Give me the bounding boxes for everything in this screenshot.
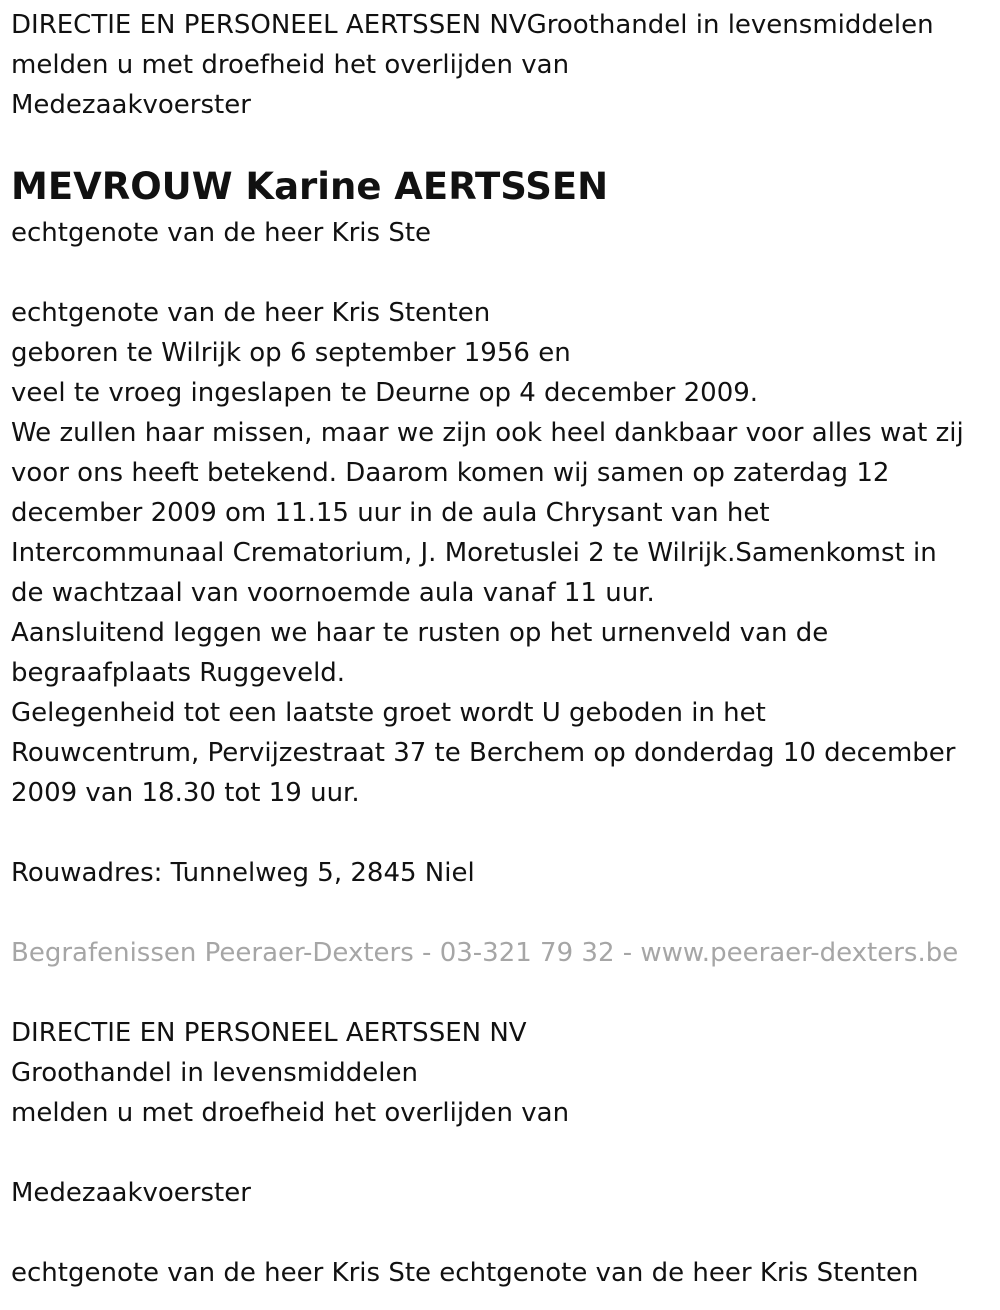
body-line: Rouwcentrum, Pervijzestraat 37 te Berchem op donderdag 10 december <box>11 738 956 768</box>
body-line: We zullen haar missen, maar we zijn ook heel dankbaar voor alles wat zij <box>11 418 964 448</box>
body-line: Gelegenheid tot een laatste groet wordt U geboden in het <box>11 698 766 728</box>
header-line-3: Medezaakvoerster <box>11 90 251 120</box>
header-line-2: melden u met droefheid het overlijden van <box>11 50 570 80</box>
body-line: Aansluitend leggen we haar te rusten op het urnenveld van de <box>11 618 829 648</box>
deceased-name: MEVROUW Karine AERTSSEN <box>11 165 609 208</box>
funeral-home-info: Begrafenissen Peeraer-Dexters - 03-321 79 32 - www.peeraer-dexters.be <box>11 938 959 968</box>
body-line: de wachtzaal van voornoemde aula vanaf 11 uur. <box>11 578 655 608</box>
repeat-line-1: DIRECTIE EN PERSONEEL AERTSSEN NV <box>11 1018 527 1048</box>
body-line: Intercommunaal Crematorium, J. Moretuslei 2 te Wilrijk.Samenkomst in <box>11 538 937 568</box>
repeat-line-2: Groothandel in levensmiddelen <box>11 1058 418 1088</box>
repeat-line-5: echtgenote van de heer Kris Ste echtgenote van de heer Kris Stenten <box>11 1258 919 1288</box>
body-line: geboren te Wilrijk op 6 september 1956 en <box>11 338 571 368</box>
body-line: voor ons heeft betekend. Daarom komen wij samen op zaterdag 12 <box>11 458 890 488</box>
body-line: begraafplaats Ruggeveld. <box>11 658 346 688</box>
body-line: echtgenote van de heer Kris Stenten <box>11 298 491 328</box>
repeat-line-3: melden u met droefheid het overlijden van <box>11 1098 570 1128</box>
body-line: veel te vroeg ingeslapen te Deurne op 4 december 2009. <box>11 378 759 408</box>
header-line-1: DIRECTIE EN PERSONEEL AERTSSEN NVGroothandel in levensmiddelen <box>11 10 934 40</box>
body-line: 2009 van 18.30 tot 19 uur. <box>11 778 360 808</box>
body-line: december 2009 om 11.15 uur in de aula Chrysant van het <box>11 498 770 528</box>
repeat-line-4: Medezaakvoerster <box>11 1178 251 1208</box>
mourning-address: Rouwadres: Tunnelweg 5, 2845 Niel <box>11 858 475 888</box>
name-subtitle: echtgenote van de heer Kris Ste <box>11 218 432 248</box>
